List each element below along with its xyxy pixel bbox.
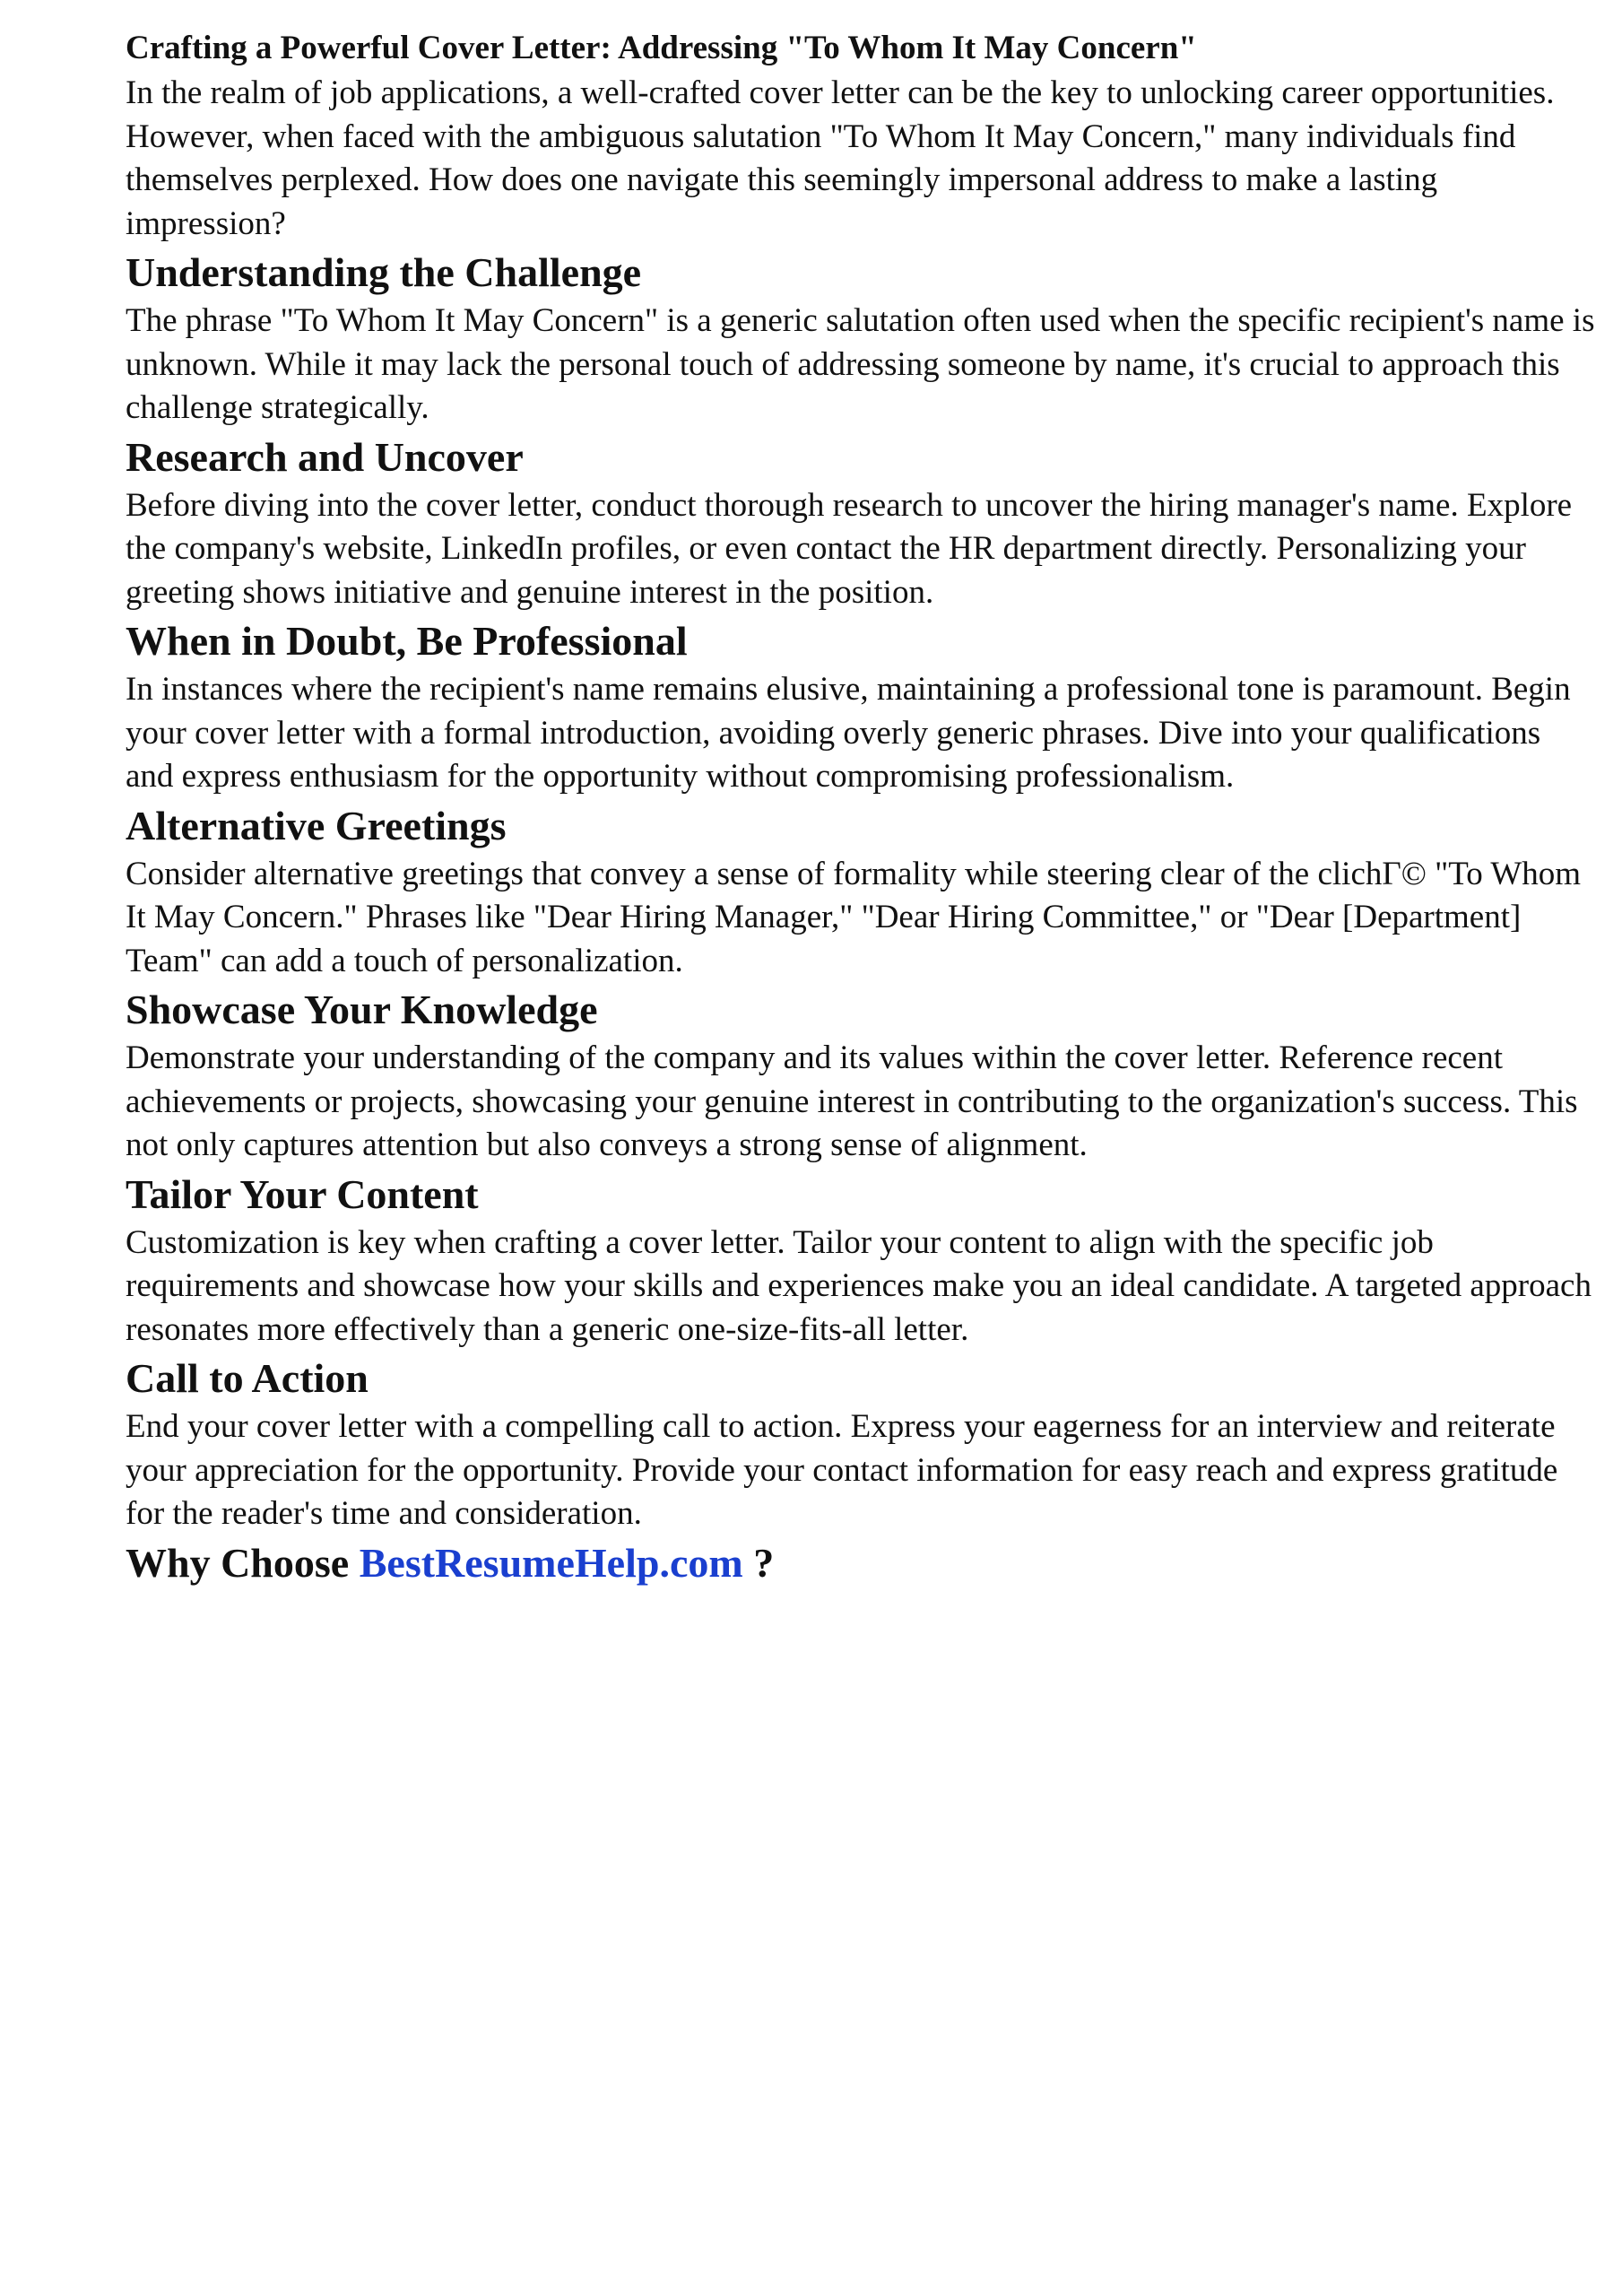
why-choose-prefix: Why Choose (126, 1539, 360, 1586)
section-heading-understanding: Understanding the Challenge (126, 249, 642, 295)
bestresumehelp-link[interactable]: BestResumeHelp.com (359, 1539, 743, 1586)
section-body-understanding: The phrase "To Whom It May Concern" is a generic salutation often used when the specific recipient's name is unknown. While it may lack the personal touch of addressing someone by name, it's crucial to approach this challenge strategically. (126, 302, 1595, 426)
section-heading-research: Research and Uncover (126, 433, 524, 480)
section-body-showcase-knowledge: Demonstrate your understanding of the company and its values within the cover letter. Reference recent achievements or projects, showcasing your genuine interest in contributing to the organization's success. This not only captures attention but also conveys a strong sense of alignment. (126, 1039, 1578, 1163)
section-body-alternative-greetings: Consider alternative greetings that convey a sense of formality while steering clear of the clichΓ© "To Whom It May Concern." Phrases like "Dear Hiring Manager," "Dear Hiring Committee," or "Dear [Department] Team" can add a touch of personalization. (126, 855, 1582, 979)
document-title: Crafting a Powerful Cover Letter: Addressing "To Whom It May Concern" (126, 30, 1197, 66)
section-heading-call-to-action: Call to Action (126, 1355, 369, 1401)
document-page (126, 25, 1596, 1590)
intro-paragraph: In the realm of job applications, a well-crafted cover letter can be the key to unlocking career opportunities. However, when faced with the ambiguous salutation "To Whom It May Concern," many individuals find themselves perplexed. How does one navigate this seemingly impersonal address to make a lasting impression? (126, 74, 1555, 242)
section-heading-why-choose (126, 1536, 1596, 1590)
section-body-research: Before diving into the cover letter, conduct thorough research to uncover the hiring manager's name. Explore the company's website, LinkedIn profiles, or even contact the HR department directly. Personalizing your greeting shows initiative and genuine interest in the position. (126, 486, 1573, 611)
section-body-tailor-content: Customization is key when crafting a cover letter. Tailor your content to align with the specific job requirements and showcase how your skills and experiences make you an ideal candidate. A targeted approach resonates more effectively than a generic one-size-fits-all letter. (126, 1223, 1592, 1348)
section-heading-alternative-greetings: Alternative Greetings (126, 802, 507, 848)
section-heading-tailor-content: Tailor Your Content (126, 1170, 479, 1217)
section-heading-professional: When in Doubt, Be Professional (126, 618, 688, 664)
section-body-call-to-action: End your cover letter with a compelling call to action. Express your eagerness for an interview and reiterate your appreciation for the opportunity. Provide your contact information for easy reach and express gratitude for the reader's time and consideration. (126, 1408, 1558, 1532)
section-heading-showcase-knowledge: Showcase Your Knowledge (126, 987, 598, 1032)
section-body-professional: In instances where the recipient's name remains elusive, maintaining a professional tone is paramount. Begin your cover letter with a formal introduction, avoiding overly generic phrases. Dive into your qualifications and express enthusiasm for the opportunity without compromising professionalism. (126, 671, 1571, 795)
why-choose-suffix: ? (742, 1539, 775, 1586)
